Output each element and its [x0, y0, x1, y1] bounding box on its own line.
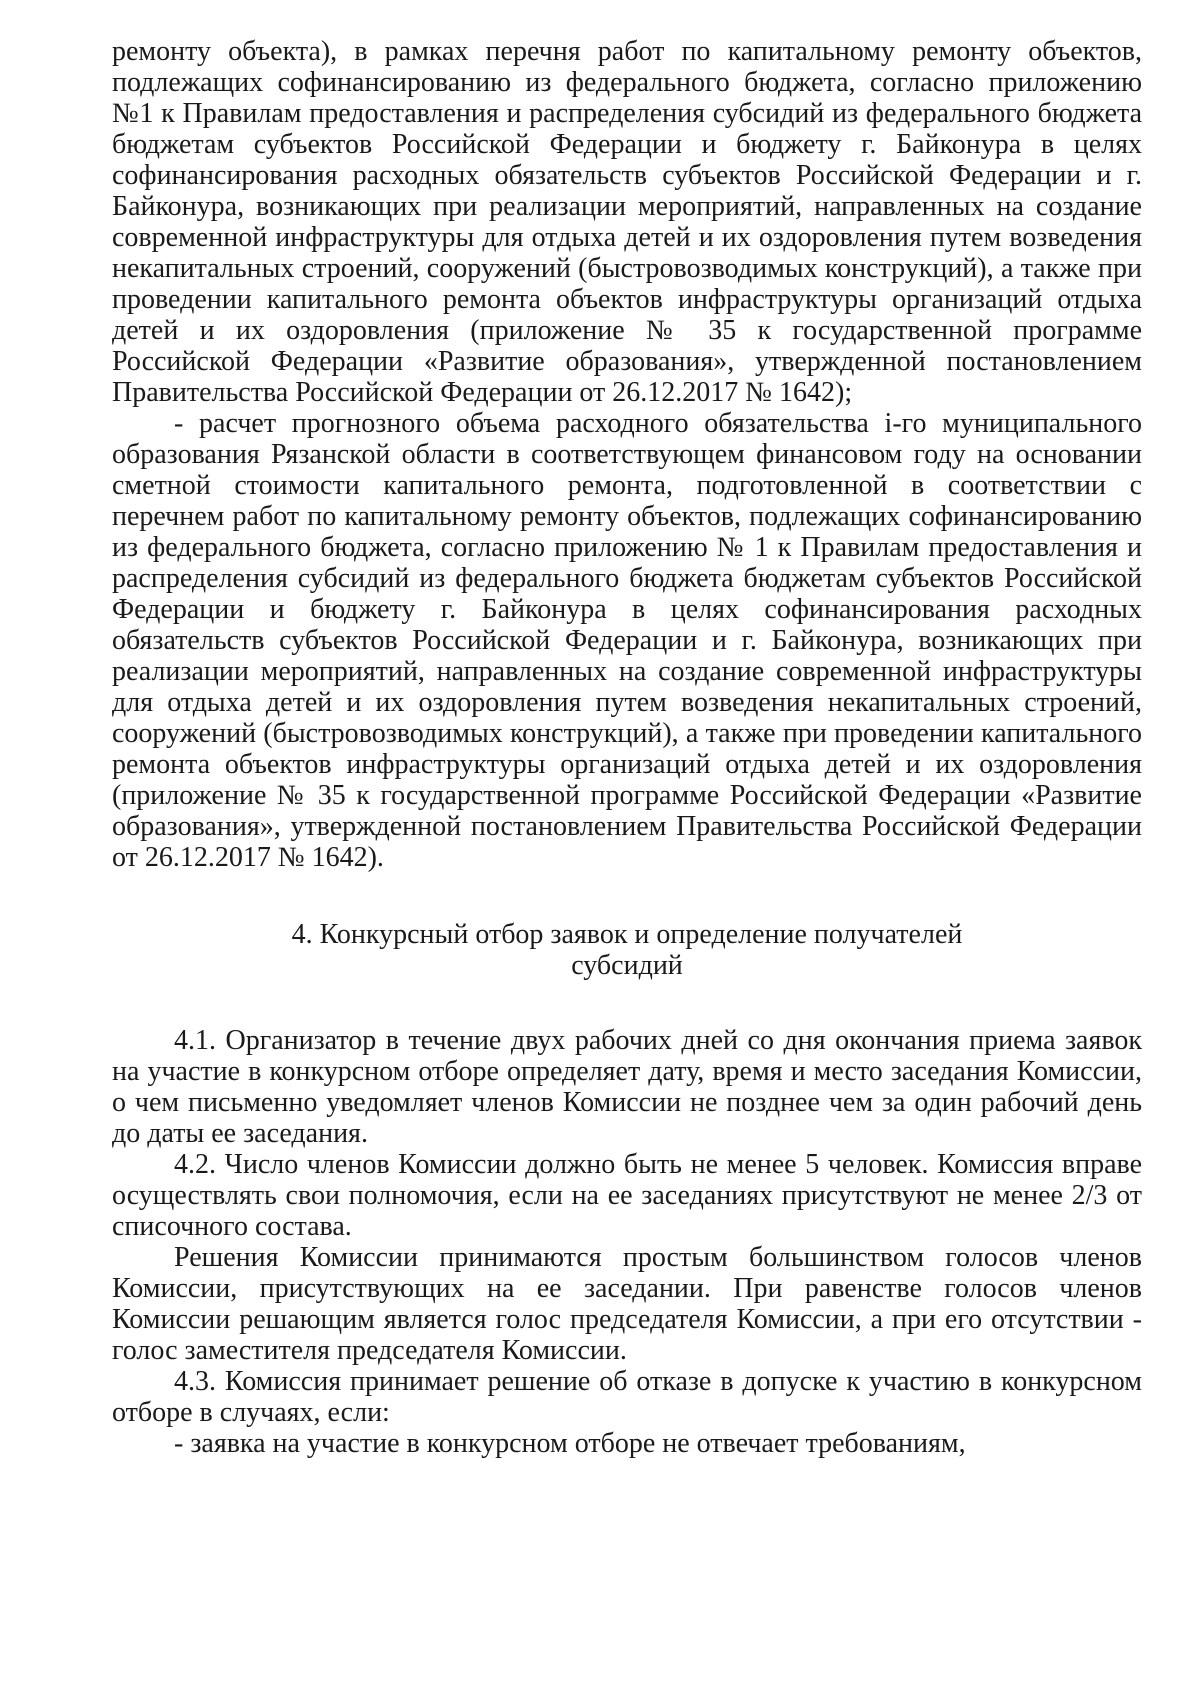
section-heading-line-2: субсидий [571, 950, 683, 981]
paragraph-4-2: 4.2. Число членов Комиссии должно быть не менее 5 человек. Комиссия вправе осуществлять свои полномочия, если на ее заседаниях присутствуют не менее 2/3 от списочного состава. [112, 1149, 1142, 1242]
document-page [112, 36, 1142, 1459]
paragraph-4-3: 4.3. Комиссия принимает решение об отказе в допуске к участию в конкурсном отборе в случаях, если: [112, 1366, 1142, 1428]
paragraph-refusal-reason: - заявка на участие в конкурсном отборе не отвечает требованиям, [174, 1428, 966, 1459]
paragraph-forecast-calculation: - расчет прогнозного объема расходного обязательства i-го муниципального образования Рязанской области в соответствующем финансовом году на основании сметной стоимости капитального ремонта, подготовленной в соответствии с перечнем работ по капитальному ремонту объектов, подлежащих софинансированию из федерального бюджета, согласно приложению № 1 к Правилам предоставления и распределения субсидий из федерального бюджета бюджетам субъектов Российской Федерации и бюджету г. Байконура в целях софинансирования расходных обязательств субъектов Российской Федерации и г. Байконура, возникающих при реализации мероприятий, направленных на создание современной инфраструктуры для отдыха детей и их оздоровления путем возведения некапитальных строений, сооружений (быстровозводимых конструкций), а также при проведении капитального ремонта объектов инфраструктуры организаций отдыха детей и их оздоровления (приложение № 35 к государственной программе Российской Федерации «Развитие образования», утвержденной постановлением Правительства Российской Федерации от 26.12.2017 № 1642). [112, 408, 1142, 873]
section-heading-line-1: 4. Конкурсный отбор заявок и определение получателей [291, 919, 963, 950]
paragraph-4-1: 4.1. Организатор в течение двух рабочих дней со дня окончания приема заявок на участие в конкурсном отборе определяет дату, время и место заседания Комиссии, о чем письменно уведомляет членов Комиссии не позднее чем за один рабочий день до даты ее заседания. [112, 1025, 1142, 1149]
paragraph-commission-decisions: Решения Комиссии принимаются простым большинством голосов членов Комиссии, присутствующих на ее заседании. При равенстве голосов членов Комиссии решающим является голос председателя Комиссии, а при его отсутствии - голос заместителя председателя Комиссии. [112, 1242, 1142, 1366]
section-heading [112, 919, 1142, 981]
paragraph-capital-repair-continuation: ремонту объекта), в рамках перечня работ по капитальному ремонту объектов, подлежащих софинансированию из федерального бюджета, согласно приложению №1 к Правилам предоставления и распределения субсидий из федерального бюджета бюджетам субъектов Российской Федерации и бюджету г. Байконура в целях софинансирования расходных обязательств субъектов Российской Федерации и г. Байконура, возникающих при реализации мероприятий, направленных на создание современной инфраструктуры для отдыха детей и их оздоровления путем возведения некапитальных строений, сооружений (быстровозводимых конструкций), а также при проведении капитального ремонта объектов инфраструктуры организаций отдыха детей и их оздоровления (приложение № 35 к государственной программе Российской Федерации «Развитие образования», утвержденной постановлением Правительства Российской Федерации от 26.12.2017 № 1642); [112, 36, 1142, 408]
